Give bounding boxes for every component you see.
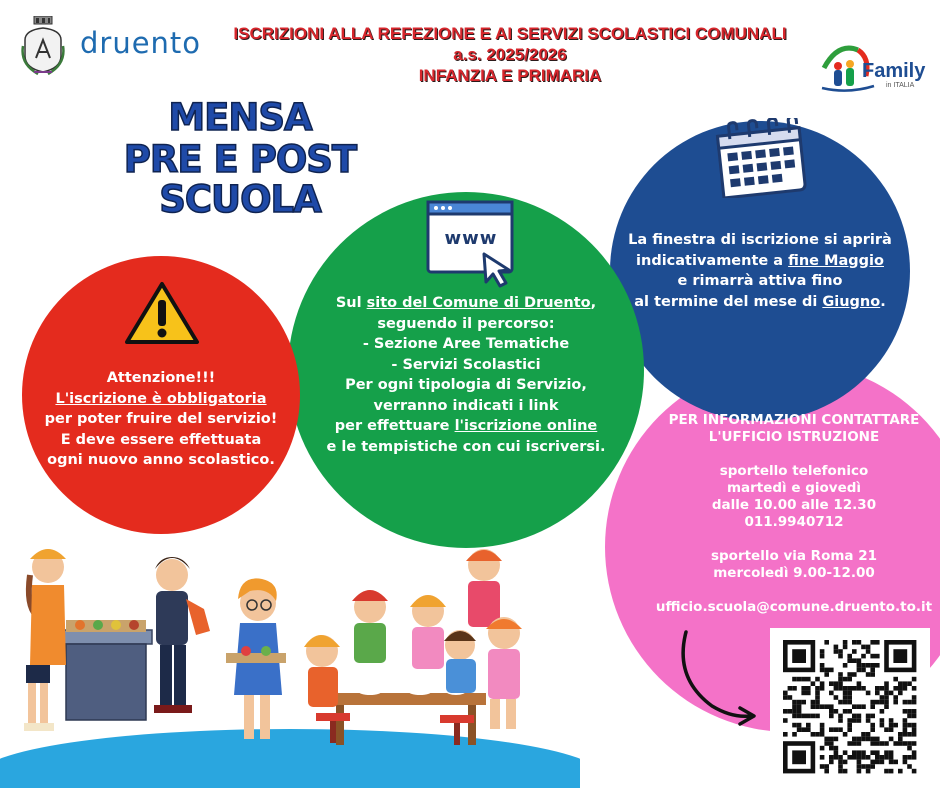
office-desk-label: sportello via Roma 21 bbox=[710, 548, 878, 564]
window-line-4-suffix: . bbox=[880, 293, 886, 310]
procedure-line-3: - Sezione Aree Tematiche bbox=[362, 336, 570, 352]
window-line-4 bbox=[610, 292, 910, 313]
druento-site-link[interactable]: sito del Comune di Druento bbox=[366, 295, 591, 311]
procedure-line-7 bbox=[288, 416, 644, 437]
procedure-line-7-prefix: per effettuare bbox=[334, 418, 455, 434]
warning-text bbox=[22, 368, 300, 471]
procedure-line-8: e le tempistiche con cui iscriversi. bbox=[326, 438, 606, 455]
info-contacts-text bbox=[648, 412, 940, 616]
spacer-2 bbox=[648, 531, 940, 548]
info-heading-2: L'UFFICIO ISTRUZIONE bbox=[708, 429, 880, 445]
curved-arrow-icon bbox=[672, 628, 772, 728]
warning-line-4: E deve essere effettuata bbox=[60, 431, 262, 448]
warning-line-1: Attenzione!!! bbox=[106, 370, 216, 386]
title-mensa: MENSA bbox=[168, 96, 312, 139]
phone-number[interactable]: 011.9940712 bbox=[744, 514, 844, 530]
qr-code[interactable] bbox=[770, 628, 930, 786]
office-desk-hours: mercoledì 9.00-12.00 bbox=[713, 565, 875, 581]
header-line-2: a.s. 2025/2026 bbox=[453, 45, 567, 64]
cafeteria-kids-illustration bbox=[0, 535, 580, 788]
window-line-4-prefix: al termine del mese di bbox=[634, 293, 823, 310]
family-logo-subtext: in ITALIA bbox=[886, 82, 915, 89]
enrollment-window-text bbox=[610, 230, 910, 312]
phone-days: martedì e giovedì bbox=[726, 480, 862, 496]
spacer-3 bbox=[648, 582, 940, 599]
procedure-line-4: - Servizi Scolastici bbox=[391, 356, 541, 373]
spacer-1 bbox=[648, 446, 940, 463]
family-in-italia-logo bbox=[818, 38, 928, 96]
www-label: www bbox=[444, 228, 498, 249]
window-line-1: La finestra di iscrizione si aprirà bbox=[628, 232, 892, 248]
warning-line-5: ogni nuovo anno scolastico. bbox=[47, 452, 275, 468]
online-enrollment-link[interactable]: l'iscrizione online bbox=[454, 418, 598, 434]
family-logo-text: Family bbox=[862, 60, 926, 82]
www-browser-icon bbox=[426, 200, 526, 290]
procedure-line-2: seguendo il percorso: bbox=[377, 315, 555, 332]
warning-line-3: per poter fruire del servizio! bbox=[44, 411, 278, 427]
procedure-line-1-prefix: Sul bbox=[335, 295, 367, 311]
procedure-line-1-suffix: , bbox=[590, 295, 597, 311]
header-line-1: ISCRIZIONI ALLA REFEZIONE E AI SERVIZI SCOLASTICI COMUNALI bbox=[233, 24, 787, 43]
qr-code-graphic bbox=[770, 628, 930, 786]
window-line-2 bbox=[610, 251, 910, 272]
header-line-3: INFANZIA E PRIMARIA bbox=[418, 66, 602, 85]
title-pre-post-scuola: PRE E POST SCUOLA bbox=[123, 138, 357, 221]
druento-logo-text: druento bbox=[80, 26, 202, 60]
end-of-may-text: fine Maggio bbox=[788, 252, 884, 269]
calendar-icon bbox=[710, 118, 810, 198]
online-procedure-text bbox=[288, 293, 644, 457]
municipal-crest-logo bbox=[20, 16, 66, 76]
procedure-line-1 bbox=[288, 293, 644, 314]
phone-hours: dalle 10.00 alle 12.30 bbox=[711, 497, 877, 513]
procedure-line-6: verranno indicati i link bbox=[373, 397, 559, 414]
procedure-line-5: Per ogni tipologia di Servizio, bbox=[345, 377, 587, 393]
window-line-2-prefix: indicativamente a bbox=[636, 252, 789, 269]
info-heading-1: PER INFORMAZIONI CONTATTARE bbox=[668, 412, 920, 428]
warning-icon bbox=[124, 280, 200, 346]
june-text: Giugno bbox=[822, 293, 881, 310]
phone-desk-label: sportello telefonico bbox=[719, 463, 869, 479]
office-email[interactable]: ufficio.scuola@comune.druento.to.it bbox=[655, 599, 933, 615]
window-line-3: e rimarrà attiva fino bbox=[677, 273, 843, 289]
warning-line-2: L'iscrizione è obbligatoria bbox=[55, 390, 267, 407]
druento-logo bbox=[80, 26, 201, 62]
